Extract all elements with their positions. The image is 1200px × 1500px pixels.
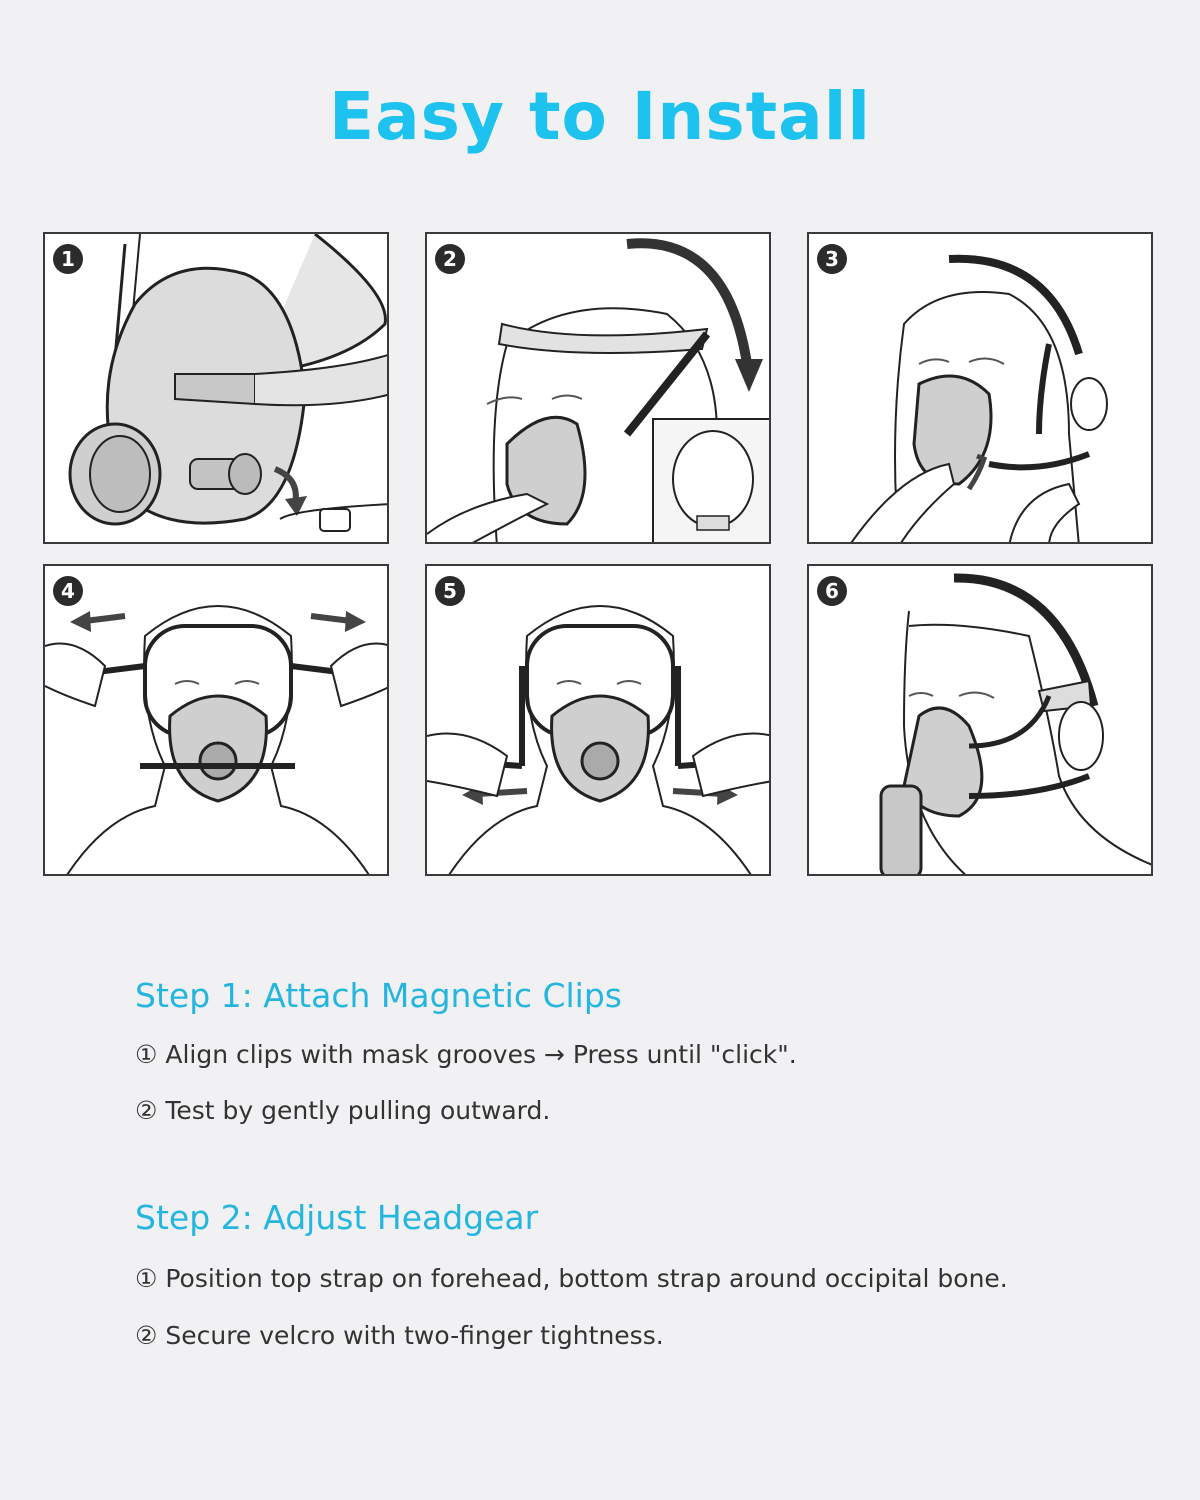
step-1-instruction-2: ② Test by gently pulling outward. xyxy=(135,1096,551,1125)
step-number-badge: 5 xyxy=(435,576,465,606)
install-panel-6 xyxy=(807,564,1153,876)
install-panel-5 xyxy=(425,564,771,876)
page-title: Easy to Install xyxy=(329,78,871,155)
install-panel-3 xyxy=(807,232,1153,544)
adjust-bottom-straps-illustration xyxy=(427,566,771,876)
step-number-badge: 1 xyxy=(53,244,83,274)
attach-bottom-clip-illustration xyxy=(809,234,1153,544)
step-1-title: Step 1: Attach Magnetic Clips xyxy=(135,976,622,1015)
step-number-badge: 2 xyxy=(435,244,465,274)
install-panel-4 xyxy=(43,564,389,876)
step-2-title: Step 2: Adjust Headgear xyxy=(135,1198,539,1237)
step-2-instruction-1: ① Position top strap on forehead, bottom strap around occipital bone. xyxy=(135,1264,1008,1293)
step-number-badge: 3 xyxy=(817,244,847,274)
adjust-top-straps-illustration xyxy=(45,566,389,876)
step-2-instruction-2: ② Secure velcro with two-finger tightness. xyxy=(135,1321,664,1350)
step-number-badge: 4 xyxy=(53,576,83,606)
install-panel-1 xyxy=(43,232,389,544)
mask-side-view-illustration xyxy=(45,234,389,544)
mask-fitted-illustration xyxy=(809,566,1153,876)
step-number-badge: 6 xyxy=(817,576,847,606)
install-panel-2 xyxy=(425,232,771,544)
step-1-instruction-1: ① Align clips with mask grooves → Press until "click". xyxy=(135,1040,797,1069)
headgear-placement-illustration xyxy=(427,234,771,544)
